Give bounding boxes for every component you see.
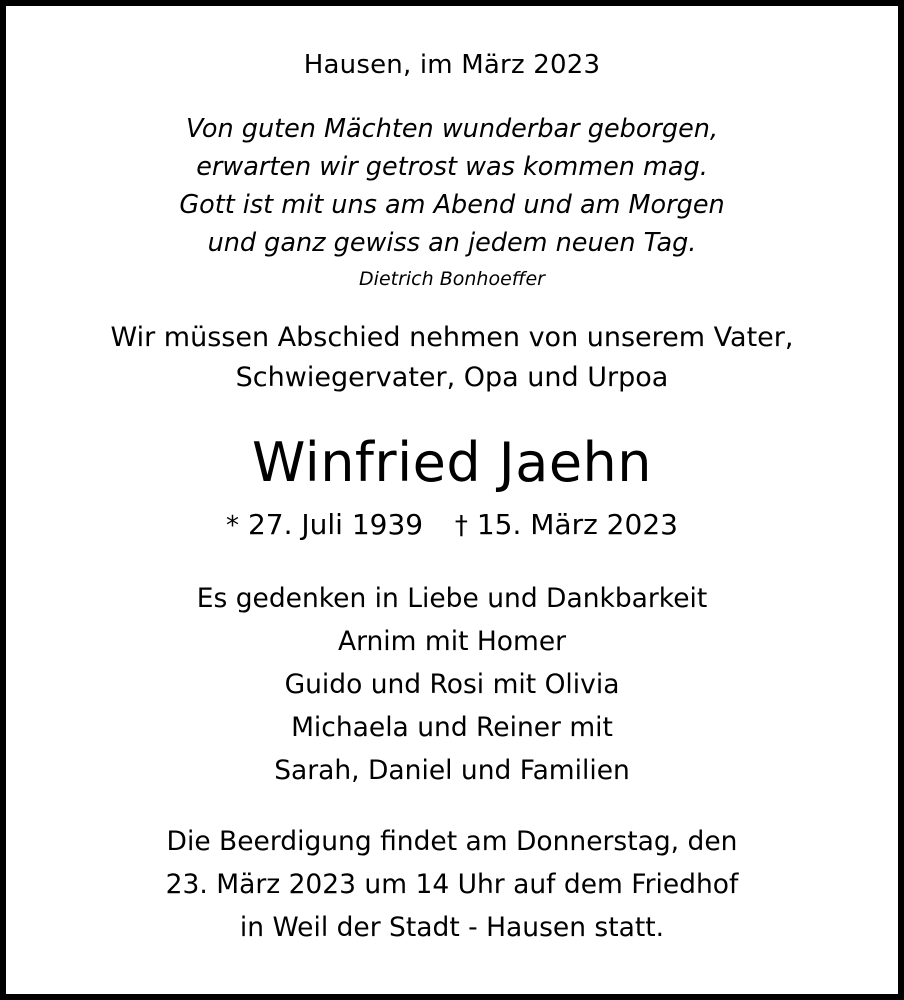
death-symbol: † xyxy=(454,511,468,541)
birth-date: 27. Juli 1939 xyxy=(247,508,424,541)
funeral-line-2: 23. März 2023 um 14 Uhr auf dem Friedhof xyxy=(165,869,739,900)
death-date: 15. März 2023 xyxy=(476,508,678,541)
introduction-line-1: Wir müssen Abschied nehmen von unserem Vater, xyxy=(110,322,794,353)
verse-line-1: Von guten Mächten wunderbar geborgen, xyxy=(185,114,719,144)
deceased-name: Winfried Jaehn xyxy=(251,431,652,494)
introduction-line-2: Schwiegervater, Opa und Urpoa xyxy=(235,362,669,393)
funeral-line-1: Die Beerdigung findet am Donnerstag, den xyxy=(166,826,738,857)
life-dates xyxy=(46,506,858,545)
verse-author: Dietrich Bonhoeffer xyxy=(359,268,545,290)
birth-symbol: * xyxy=(226,511,240,541)
place-and-date: Hausen, im März 2023 xyxy=(303,50,601,80)
mourners-line-4: Michaela und Reiner mit xyxy=(291,712,613,743)
mourners-line-5: Sarah, Daniel und Familien xyxy=(274,755,630,786)
verse-line-3: Gott ist mit uns am Abend und am Morgen xyxy=(179,190,725,220)
funeral-line-3: in Weil der Stadt - Hausen statt. xyxy=(239,912,665,943)
mourners-line-2: Arnim mit Homer xyxy=(337,626,567,657)
mourners-list xyxy=(46,577,858,792)
introduction-text xyxy=(46,318,858,398)
funeral-details xyxy=(46,820,858,949)
verse-quote xyxy=(46,110,858,262)
mourners-line-3: Guido und Rosi mit Olivia xyxy=(284,669,620,700)
verse-line-4: und ganz gewiss an jedem neuen Tag. xyxy=(207,228,697,258)
verse-line-2: erwarten wir getrost was kommen mag. xyxy=(196,152,708,182)
mourners-line-1: Es gedenken in Liebe und Dankbarkeit xyxy=(196,583,708,614)
